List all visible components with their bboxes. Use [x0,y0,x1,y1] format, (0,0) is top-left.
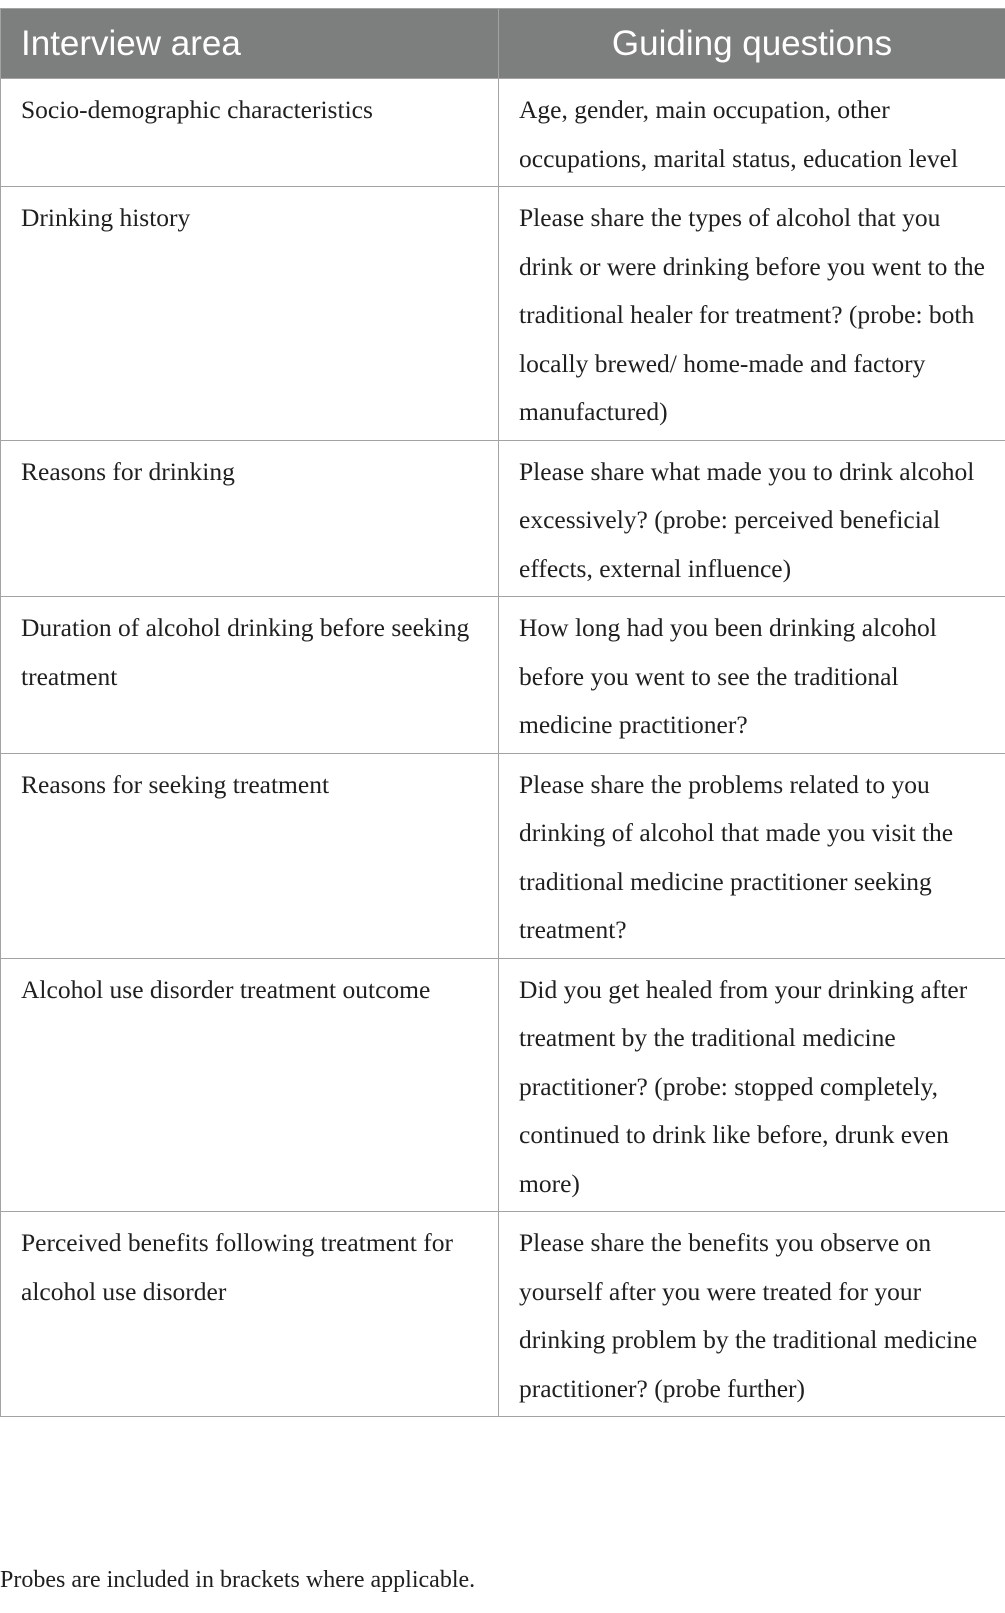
interview-area-cell: Perceived benefits following treatment for alcohol use disorder [1,1212,499,1417]
header-guiding-questions: Guiding questions [499,9,1005,79]
guiding-questions-cell: Please share the problems related to you drinking of alcohol that made you visit the traditional medicine practitioner seeking treatment? [499,753,1005,958]
guiding-questions-cell: Please share what made you to drink alcohol excessively? (probe: perceived beneficial effects, external influence) [499,440,1005,597]
guiding-questions-cell: How long had you been drinking alcohol before you went to see the traditional medicine practitioner? [499,597,1005,754]
interview-area-cell: Drinking history [1,187,499,441]
table-row [1,753,1005,958]
interview-area-cell: Socio-demographic characteristics [1,79,499,187]
interview-guide-table [0,8,1005,1417]
guiding-questions-cell: Age, gender, main occupation, other occupations, marital status, education level [499,79,1005,187]
table-row [1,958,1005,1212]
table-row [1,79,1005,187]
table-row [1,440,1005,597]
interview-area-cell: Alcohol use disorder treatment outcome [1,958,499,1212]
table-row [1,1212,1005,1417]
interview-area-cell: Reasons for seeking treatment [1,753,499,958]
guiding-questions-cell: Did you get healed from your drinking after treatment by the traditional medicine practitioner? (probe: stopped completely, continued to drink like before, drunk even more) [499,958,1005,1212]
interview-area-cell: Duration of alcohol drinking before seeking treatment [1,597,499,754]
guiding-questions-cell: Please share the benefits you observe on yourself after you were treated for your drinking problem by the traditional medicine practitioner? (probe further) [499,1212,1005,1417]
guiding-questions-cell: Please share the types of alcohol that you drink or were drinking before you went to the traditional healer for treatment? (probe: both locally brewed/ home-made and factory manufactured) [499,187,1005,441]
header-interview-area: Interview area [1,9,499,79]
interview-guide-table-container [0,8,1005,1417]
table-row [1,597,1005,754]
table-row [1,187,1005,441]
interview-area-cell: Reasons for drinking [1,440,499,597]
table-header-row [1,9,1005,79]
table-footnote: Probes are included in brackets where applicable. [0,1567,476,1593]
